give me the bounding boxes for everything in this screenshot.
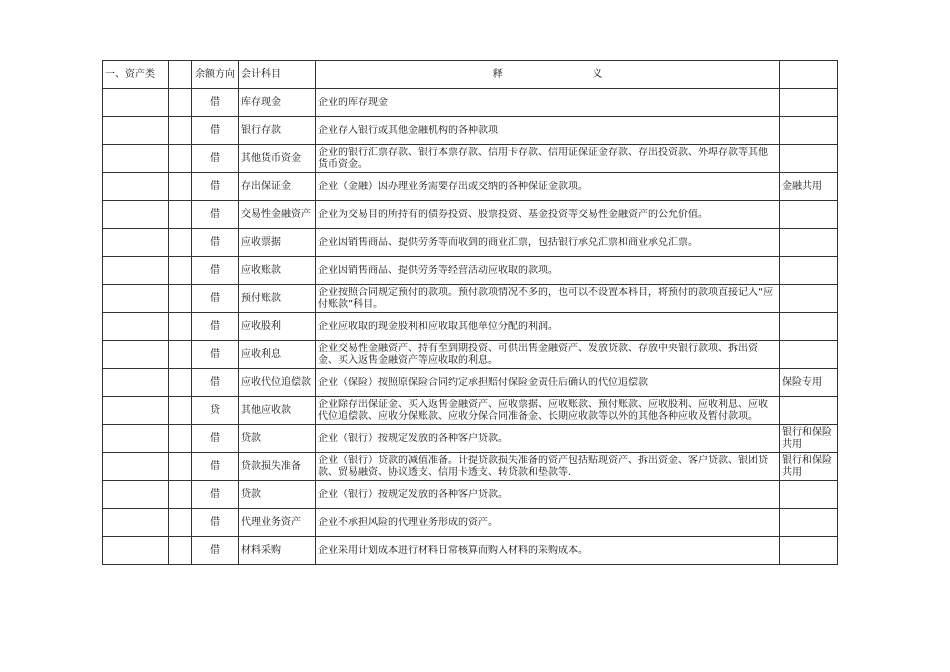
description-cell (316, 425, 780, 453)
description-text: 企业存入银行或其他金融机构的各种款项 (318, 124, 498, 136)
blank-cell (169, 145, 192, 173)
note-cell (780, 257, 838, 285)
direction-cell: 借 (192, 369, 239, 397)
blank-cell (169, 89, 192, 117)
account-cell: 贷款 (239, 425, 316, 453)
blank-cell (169, 369, 192, 397)
category-cell (103, 229, 169, 257)
account-cell: 应收代位追偿款 (239, 369, 316, 397)
category-cell (103, 313, 169, 341)
description-cell (316, 397, 780, 425)
note-cell (780, 145, 838, 173)
table-row (103, 481, 838, 509)
description-text: 企业为交易目的所持有的债券投资、股票投资、基金投资等交易性金融资产的公允价值。 (318, 208, 708, 220)
description-cell (316, 453, 780, 481)
header-explain-1: 释 (492, 68, 503, 80)
table-row (103, 89, 838, 117)
category-cell (103, 509, 169, 537)
table-row (103, 117, 838, 145)
description-cell (316, 313, 780, 341)
accounting-subjects-table (102, 60, 838, 565)
direction-cell: 借 (192, 285, 239, 313)
account-cell: 其他应收款 (239, 397, 316, 425)
blank-cell (169, 313, 192, 341)
direction-cell: 借 (192, 313, 239, 341)
blank-cell (169, 229, 192, 257)
blank-cell (169, 173, 192, 201)
category-cell (103, 201, 169, 229)
blank-cell (169, 397, 192, 425)
description-cell (316, 229, 780, 257)
direction-cell: 借 (192, 257, 239, 285)
direction-cell: 借 (192, 481, 239, 509)
header-category: 一、资产类 (103, 61, 169, 89)
direction-cell: 贷 (192, 397, 239, 425)
category-cell (103, 453, 169, 481)
table-row (103, 453, 838, 481)
table-row (103, 369, 838, 397)
note-cell: 银行和保险共用 (780, 425, 838, 453)
note-cell (780, 481, 838, 509)
description-text: 企业（金融）因办理业务需要存出或交纳的各种保证金款项。 (318, 180, 588, 192)
note-cell (780, 117, 838, 145)
account-cell: 材料采购 (239, 537, 316, 565)
direction-cell: 借 (192, 425, 239, 453)
table-row (103, 257, 838, 285)
header-row (103, 61, 838, 89)
description-text: 企业的银行汇票存款、银行本票存款、信用卡存款、信用证保证金存款、存出投资款、外埠存款等其他货币资金。 (318, 146, 768, 170)
category-cell (103, 369, 169, 397)
description-text: 企业（银行）按规定发放的各种客户贷款。 (318, 488, 508, 500)
blank-cell (169, 509, 192, 537)
blank-cell (169, 481, 192, 509)
account-cell: 应收利息 (239, 341, 316, 369)
account-cell: 应收票据 (239, 229, 316, 257)
description-text: 企业（保险）按照原保险合同约定承担赔付保险金责任后确认的代位追偿款 (318, 376, 648, 388)
table-row (103, 537, 838, 565)
note-cell (780, 229, 838, 257)
table-row (103, 229, 838, 257)
blank-cell (169, 425, 192, 453)
description-cell (316, 537, 780, 565)
note-cell (780, 341, 838, 369)
category-cell (103, 89, 169, 117)
description-cell (316, 173, 780, 201)
blank-cell (169, 453, 192, 481)
note-cell (780, 89, 838, 117)
description-text: 企业（银行）贷款的减值准备。计提贷款损失准备的资产包括贴现资产、拆出资金、客户贷款、银团贷款、贸易融资、协议透支、信用卡透支、转贷款和垫款等. (318, 454, 768, 478)
table-row (103, 285, 838, 313)
description-text: 企业采用计划成本进行材料日常核算而购入材料的采购成本。 (318, 544, 588, 556)
blank-cell (169, 117, 192, 145)
account-cell: 贷款损失准备 (239, 453, 316, 481)
description-text: 企业（银行）按规定发放的各种客户贷款。 (318, 432, 508, 444)
category-cell (103, 537, 169, 565)
direction-cell: 借 (192, 229, 239, 257)
category-cell (103, 145, 169, 173)
blank-cell (169, 537, 192, 565)
account-cell: 存出保证金 (239, 173, 316, 201)
description-cell (316, 341, 780, 369)
description-text: 企业不承担风险的代理业务形成的资产。 (318, 516, 498, 528)
description-text: 企业的库存现金 (318, 96, 388, 108)
note-cell: 银行和保险共用 (780, 453, 838, 481)
blank-cell (169, 341, 192, 369)
note-cell: 保险专用 (780, 369, 838, 397)
category-cell (103, 425, 169, 453)
header-direction: 余额方向 (192, 61, 239, 89)
direction-cell: 借 (192, 117, 239, 145)
table-row (103, 173, 838, 201)
header-note (780, 61, 838, 89)
blank-cell (169, 285, 192, 313)
table-row (103, 509, 838, 537)
header-blank (169, 61, 192, 89)
table-row (103, 313, 838, 341)
description-cell (316, 369, 780, 397)
account-cell: 其他货币资金 (239, 145, 316, 173)
category-cell (103, 341, 169, 369)
description-cell (316, 481, 780, 509)
header-explanation (316, 61, 780, 89)
account-cell: 应收账款 (239, 257, 316, 285)
account-cell: 交易性金融资产 (239, 201, 316, 229)
description-cell (316, 89, 780, 117)
note-cell (780, 537, 838, 565)
description-text: 企业应收取的现金股利和应收取其他单位分配的利润。 (318, 320, 558, 332)
category-cell (103, 173, 169, 201)
direction-cell: 借 (192, 89, 239, 117)
table-row (103, 145, 838, 173)
account-cell: 银行存款 (239, 117, 316, 145)
category-cell (103, 481, 169, 509)
category-cell (103, 397, 169, 425)
blank-cell (169, 257, 192, 285)
description-text: 企业按照合同规定预付的款项。预付款项情况不多的，也可以不设置本科目，将预付的款项直接记入“应付账款”科目。 (318, 286, 774, 310)
description-text: 企业因销售商品、提供劳务等而收到的商业汇票，包括银行承兑汇票和商业承兑汇票。 (318, 236, 698, 248)
description-text: 企业因销售商品、提供劳务等经营活动应收取的款项。 (318, 264, 558, 276)
description-cell (316, 509, 780, 537)
category-cell (103, 257, 169, 285)
description-cell (316, 285, 780, 313)
table-row (103, 201, 838, 229)
description-text: 企业除存出保证金、买入返售金融资产、应收票据、应收账款、预付账款、应收股利、应收利息、应收代位追偿款、应收分保账款、应收分保合同准备金、长期应收款等以外的其他各种应收及暂付款项。 (318, 398, 768, 422)
description-text: 企业交易性金融资产、持有至到期投资、可供出售金融资产、发放贷款、存放中央银行款项、拆出资金、买入返售金融资产等应收取的利息。 (318, 342, 758, 366)
description-cell (316, 117, 780, 145)
description-cell (316, 257, 780, 285)
direction-cell: 借 (192, 145, 239, 173)
note-cell (780, 509, 838, 537)
category-cell (103, 285, 169, 313)
direction-cell: 借 (192, 509, 239, 537)
note-cell (780, 285, 838, 313)
direction-cell: 借 (192, 201, 239, 229)
direction-cell: 借 (192, 453, 239, 481)
header-account: 会计科目 (239, 61, 316, 89)
table-row (103, 425, 838, 453)
note-cell: 金融共用 (780, 173, 838, 201)
account-cell: 贷款 (239, 481, 316, 509)
account-cell: 预付账款 (239, 285, 316, 313)
category-cell (103, 117, 169, 145)
account-cell: 代理业务资产 (239, 509, 316, 537)
direction-cell: 借 (192, 173, 239, 201)
header-explain-2: 义 (592, 68, 603, 80)
blank-cell (169, 201, 192, 229)
description-cell (316, 145, 780, 173)
description-cell (316, 201, 780, 229)
direction-cell: 借 (192, 341, 239, 369)
account-cell: 应收股利 (239, 313, 316, 341)
note-cell (780, 201, 838, 229)
account-cell: 库存现金 (239, 89, 316, 117)
note-cell (780, 313, 838, 341)
note-cell (780, 397, 838, 425)
table-row (103, 341, 838, 369)
direction-cell: 借 (192, 537, 239, 565)
table-row (103, 397, 838, 425)
